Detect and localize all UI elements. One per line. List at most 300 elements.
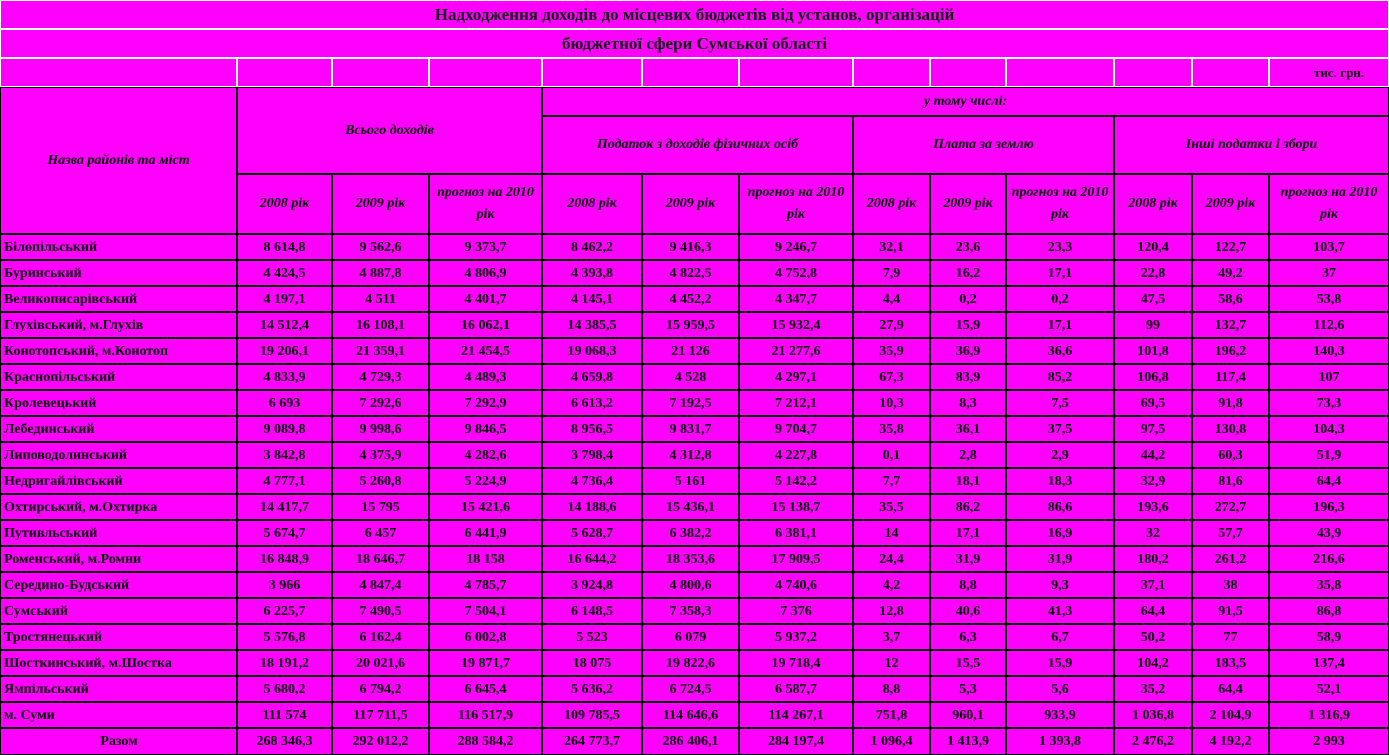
value-cell: 4 393,8: [542, 260, 642, 286]
row-name-cell: Охтирський, м.Охтирка: [0, 494, 237, 520]
value-cell: 8 614,8: [237, 234, 332, 260]
value-cell: 4 736,4: [542, 468, 642, 494]
value-cell: 51,9: [1269, 442, 1389, 468]
value-cell: 35,2: [1114, 676, 1192, 702]
value-cell: 106,8: [1114, 364, 1192, 390]
value-cell: 35,5: [853, 494, 930, 520]
value-cell: 58,9: [1269, 624, 1389, 650]
value-cell: 216,6: [1269, 546, 1389, 572]
value-cell: 9,3: [1006, 572, 1114, 598]
value-cell: 751,8: [853, 702, 930, 728]
year-2009-header: 2009 рік: [1192, 174, 1269, 234]
value-cell: 37,5: [1006, 416, 1114, 442]
value-cell: 7,9: [853, 260, 930, 286]
value-cell: 23,3: [1006, 234, 1114, 260]
value-cell: 32,9: [1114, 468, 1192, 494]
value-cell: 86,6: [1006, 494, 1114, 520]
value-cell: 9 998,6: [332, 416, 429, 442]
value-cell: 268 346,3: [237, 728, 332, 755]
total-income-header: Всього доходів: [237, 87, 542, 174]
value-cell: 17,1: [1006, 312, 1114, 338]
row-name-cell: Сумський: [0, 598, 237, 624]
value-cell: 18 075: [542, 650, 642, 676]
value-cell: 117,4: [1192, 364, 1269, 390]
value-cell: 107: [1269, 364, 1389, 390]
value-cell: 4 806,9: [429, 260, 542, 286]
value-cell: 86,8: [1269, 598, 1389, 624]
value-cell: 116 517,9: [429, 702, 542, 728]
forecast-2010-header: прогноз на 2010 рік: [739, 174, 853, 234]
total-row: [0, 728, 1389, 755]
table-row: [0, 234, 1389, 260]
value-cell: 6 613,2: [542, 390, 642, 416]
value-cell: 1 036,8: [1114, 702, 1192, 728]
table-row: [0, 338, 1389, 364]
table-row: [0, 312, 1389, 338]
value-cell: 4,4: [853, 286, 930, 312]
value-cell: 9 704,7: [739, 416, 853, 442]
value-cell: 4 401,7: [429, 286, 542, 312]
value-cell: 4 777,1: [237, 468, 332, 494]
value-cell: 284 197,4: [739, 728, 853, 755]
value-cell: 6,7: [1006, 624, 1114, 650]
value-cell: 15 421,6: [429, 494, 542, 520]
value-cell: 9 562,6: [332, 234, 429, 260]
value-cell: 14 385,5: [542, 312, 642, 338]
value-cell: 288 584,2: [429, 728, 542, 755]
unit-label: тис. грн.: [1269, 58, 1389, 87]
value-cell: 81,6: [1192, 468, 1269, 494]
value-cell: 14: [853, 520, 930, 546]
value-cell: 264 773,7: [542, 728, 642, 755]
value-cell: 15 959,5: [642, 312, 739, 338]
value-cell: 27,9: [853, 312, 930, 338]
value-cell: 109 785,5: [542, 702, 642, 728]
value-cell: 286 406,1: [642, 728, 739, 755]
forecast-2010-header: прогноз на 2010 рік: [429, 174, 542, 234]
value-cell: 183,5: [1192, 650, 1269, 676]
value-cell: 6 079: [642, 624, 739, 650]
value-cell: 17 909,5: [739, 546, 853, 572]
value-cell: 111 574: [237, 702, 332, 728]
blank-cell: [332, 58, 429, 87]
value-cell: 5 523: [542, 624, 642, 650]
row-name-cell: м. Суми: [0, 702, 237, 728]
value-cell: 16 848,9: [237, 546, 332, 572]
value-cell: 91,8: [1192, 390, 1269, 416]
including-header: у тому числі:: [542, 87, 1389, 116]
value-cell: 137,4: [1269, 650, 1389, 676]
value-cell: 8,3: [930, 390, 1006, 416]
table-row: [0, 624, 1389, 650]
table-row: [0, 468, 1389, 494]
value-cell: 16 644,2: [542, 546, 642, 572]
value-cell: 4 887,8: [332, 260, 429, 286]
row-name-cell: Роменський, м.Ромни: [0, 546, 237, 572]
value-cell: 32: [1114, 520, 1192, 546]
value-cell: 12: [853, 650, 930, 676]
value-cell: 6 645,4: [429, 676, 542, 702]
value-cell: 38: [1192, 572, 1269, 598]
value-cell: 9 246,7: [739, 234, 853, 260]
value-cell: 5 680,2: [237, 676, 332, 702]
blank-cell: [0, 58, 237, 87]
value-cell: 4 752,8: [739, 260, 853, 286]
value-cell: 85,2: [1006, 364, 1114, 390]
value-cell: 6 162,4: [332, 624, 429, 650]
value-cell: 272,7: [1192, 494, 1269, 520]
value-cell: 64,4: [1114, 598, 1192, 624]
value-cell: 31,9: [1006, 546, 1114, 572]
value-cell: 47,5: [1114, 286, 1192, 312]
value-cell: 4 375,9: [332, 442, 429, 468]
year-2008-header: 2008 рік: [542, 174, 642, 234]
value-cell: 1 393,8: [1006, 728, 1114, 755]
value-cell: 4,2: [853, 572, 930, 598]
value-cell: 6 724,5: [642, 676, 739, 702]
value-cell: 6 441,9: [429, 520, 542, 546]
value-cell: 14 417,7: [237, 494, 332, 520]
title-line-1: Надходження доходів до місцевих бюджетів від установ, організацій: [0, 0, 1389, 29]
value-cell: 2 104,9: [1192, 702, 1269, 728]
value-cell: 19 822,6: [642, 650, 739, 676]
year-2009-header: 2009 рік: [332, 174, 429, 234]
value-cell: 933,9: [1006, 702, 1114, 728]
value-cell: 5 161: [642, 468, 739, 494]
value-cell: 23,6: [930, 234, 1006, 260]
value-cell: 3 924,8: [542, 572, 642, 598]
blank-cell: [237, 58, 332, 87]
value-cell: 140,3: [1269, 338, 1389, 364]
row-name-cell: Шосткинський, м.Шостка: [0, 650, 237, 676]
value-cell: 2,8: [930, 442, 1006, 468]
forecast-2010-header: прогноз на 2010 рік: [1006, 174, 1114, 234]
value-cell: 4 659,8: [542, 364, 642, 390]
row-name-cell: Лебединський: [0, 416, 237, 442]
table-row: [0, 416, 1389, 442]
personal-income-tax-header: Податок з доходів фізичних осіб: [542, 116, 853, 174]
value-cell: 114 646,6: [642, 702, 739, 728]
blank-cell: [542, 58, 642, 87]
value-cell: 7 212,1: [739, 390, 853, 416]
value-cell: 9 373,7: [429, 234, 542, 260]
value-cell: 7 490,5: [332, 598, 429, 624]
value-cell: 9 846,5: [429, 416, 542, 442]
value-cell: 67,3: [853, 364, 930, 390]
value-cell: 4 822,5: [642, 260, 739, 286]
value-cell: 4 312,8: [642, 442, 739, 468]
blank-cell: [1006, 58, 1114, 87]
value-cell: 6,3: [930, 624, 1006, 650]
value-cell: 21 126: [642, 338, 739, 364]
value-cell: 104,2: [1114, 650, 1192, 676]
value-cell: 4 528: [642, 364, 739, 390]
value-cell: 16 108,1: [332, 312, 429, 338]
value-cell: 32,1: [853, 234, 930, 260]
value-cell: 5 628,7: [542, 520, 642, 546]
value-cell: 60,3: [1192, 442, 1269, 468]
blank-cell: [739, 58, 853, 87]
value-cell: 6 225,7: [237, 598, 332, 624]
value-cell: 5 576,8: [237, 624, 332, 650]
value-cell: 3 842,8: [237, 442, 332, 468]
value-cell: 37: [1269, 260, 1389, 286]
value-cell: 36,9: [930, 338, 1006, 364]
value-cell: 77: [1192, 624, 1269, 650]
value-cell: 261,2: [1192, 546, 1269, 572]
value-cell: 1 413,9: [930, 728, 1006, 755]
value-cell: 132,7: [1192, 312, 1269, 338]
table-row: [0, 494, 1389, 520]
value-cell: 10,3: [853, 390, 930, 416]
value-cell: 44,2: [1114, 442, 1192, 468]
value-cell: 4 800,6: [642, 572, 739, 598]
value-cell: 4 424,5: [237, 260, 332, 286]
value-cell: 12,8: [853, 598, 930, 624]
value-cell: 6 148,5: [542, 598, 642, 624]
value-cell: 103,7: [1269, 234, 1389, 260]
row-name-cell: Краснопільський: [0, 364, 237, 390]
row-name-cell: Конотопський, м.Конотоп: [0, 338, 237, 364]
value-cell: 101,8: [1114, 338, 1192, 364]
value-cell: 35,8: [853, 416, 930, 442]
value-cell: 4 145,1: [542, 286, 642, 312]
table-row: [0, 390, 1389, 416]
value-cell: 7 292,6: [332, 390, 429, 416]
value-cell: 5 937,2: [739, 624, 853, 650]
value-cell: 1 316,9: [1269, 702, 1389, 728]
value-cell: 14 188,6: [542, 494, 642, 520]
table-row: [0, 650, 1389, 676]
value-cell: 50,2: [1114, 624, 1192, 650]
row-name-cell: Середино-Будський: [0, 572, 237, 598]
value-cell: 6 381,1: [739, 520, 853, 546]
value-cell: 9 831,7: [642, 416, 739, 442]
row-name-cell: Глухівський, м.Глухів: [0, 312, 237, 338]
value-cell: 6 457: [332, 520, 429, 546]
value-cell: 7,5: [1006, 390, 1114, 416]
value-cell: 8,8: [853, 676, 930, 702]
row-name-cell: Разом: [0, 728, 237, 755]
table-row: [0, 572, 1389, 598]
value-cell: 36,6: [1006, 338, 1114, 364]
value-cell: 36,1: [930, 416, 1006, 442]
value-cell: 7 292,9: [429, 390, 542, 416]
blank-cell: [429, 58, 542, 87]
value-cell: 4 833,9: [237, 364, 332, 390]
value-cell: 6 794,2: [332, 676, 429, 702]
value-cell: 196,2: [1192, 338, 1269, 364]
value-cell: 112,6: [1269, 312, 1389, 338]
value-cell: 20 021,6: [332, 650, 429, 676]
value-cell: 9 416,3: [642, 234, 739, 260]
value-cell: 5 224,9: [429, 468, 542, 494]
value-cell: 35,9: [853, 338, 930, 364]
title-line-2: бюджетної сфери Сумської області: [0, 29, 1389, 58]
value-cell: 99: [1114, 312, 1192, 338]
value-cell: 4 452,2: [642, 286, 739, 312]
value-cell: 86,2: [930, 494, 1006, 520]
value-cell: 2 476,2: [1114, 728, 1192, 755]
value-cell: 4 740,6: [739, 572, 853, 598]
land-fee-header: Плата за землю: [853, 116, 1114, 174]
value-cell: 18,3: [1006, 468, 1114, 494]
name-column-header: Назва районів та міст: [0, 87, 237, 234]
row-name-cell: Недригайлівський: [0, 468, 237, 494]
value-cell: 4 511: [332, 286, 429, 312]
value-cell: 7 192,5: [642, 390, 739, 416]
row-name-cell: Тростянецький: [0, 624, 237, 650]
table-row: [0, 260, 1389, 286]
value-cell: 15 795: [332, 494, 429, 520]
value-cell: 5,6: [1006, 676, 1114, 702]
value-cell: 4 297,1: [739, 364, 853, 390]
value-cell: 104,3: [1269, 416, 1389, 442]
value-cell: 64,4: [1269, 468, 1389, 494]
value-cell: 5 260,8: [332, 468, 429, 494]
value-cell: 24,4: [853, 546, 930, 572]
value-cell: 122,7: [1192, 234, 1269, 260]
value-cell: 5 674,7: [237, 520, 332, 546]
value-cell: 21 359,1: [332, 338, 429, 364]
value-cell: 97,5: [1114, 416, 1192, 442]
table-row: [0, 546, 1389, 572]
value-cell: 40,6: [930, 598, 1006, 624]
value-cell: 7 376: [739, 598, 853, 624]
value-cell: 6 587,7: [739, 676, 853, 702]
value-cell: 193,6: [1114, 494, 1192, 520]
table-row: [0, 702, 1389, 728]
value-cell: 8 462,2: [542, 234, 642, 260]
value-cell: 4 282,6: [429, 442, 542, 468]
value-cell: 19 068,3: [542, 338, 642, 364]
value-cell: 8,8: [930, 572, 1006, 598]
value-cell: 6 382,2: [642, 520, 739, 546]
value-cell: 4 192,2: [1192, 728, 1269, 755]
row-name-cell: Липоводолинський: [0, 442, 237, 468]
value-cell: 15 932,4: [739, 312, 853, 338]
year-2008-header: 2008 рік: [237, 174, 332, 234]
row-name-cell: Ямпільський: [0, 676, 237, 702]
value-cell: 7 504,1: [429, 598, 542, 624]
row-name-cell: Буринський: [0, 260, 237, 286]
blank-cell: [1114, 58, 1192, 87]
value-cell: 5 142,2: [739, 468, 853, 494]
value-cell: 4 197,1: [237, 286, 332, 312]
value-cell: 8 956,5: [542, 416, 642, 442]
value-cell: 22,8: [1114, 260, 1192, 286]
value-cell: 6 002,8: [429, 624, 542, 650]
value-cell: 35,8: [1269, 572, 1389, 598]
blank-cell: [853, 58, 930, 87]
value-cell: 52,1: [1269, 676, 1389, 702]
value-cell: 4 847,4: [332, 572, 429, 598]
value-cell: 15 436,1: [642, 494, 739, 520]
value-cell: 53,8: [1269, 286, 1389, 312]
value-cell: 0,2: [930, 286, 1006, 312]
value-cell: 57,7: [1192, 520, 1269, 546]
value-cell: 14 512,4: [237, 312, 332, 338]
value-cell: 73,3: [1269, 390, 1389, 416]
value-cell: 7,7: [853, 468, 930, 494]
value-cell: 16,9: [1006, 520, 1114, 546]
year-2009-header: 2009 рік: [930, 174, 1006, 234]
value-cell: 196,3: [1269, 494, 1389, 520]
value-cell: 15,5: [930, 650, 1006, 676]
value-cell: 64,4: [1192, 676, 1269, 702]
table-row: [0, 676, 1389, 702]
value-cell: 18 191,2: [237, 650, 332, 676]
value-cell: 130,8: [1192, 416, 1269, 442]
value-cell: 960,1: [930, 702, 1006, 728]
blank-cell: [1192, 58, 1269, 87]
value-cell: 69,5: [1114, 390, 1192, 416]
value-cell: 58,6: [1192, 286, 1269, 312]
value-cell: 5 636,2: [542, 676, 642, 702]
table-row: [0, 598, 1389, 624]
table-row: [0, 286, 1389, 312]
value-cell: 15,9: [930, 312, 1006, 338]
value-cell: 15 138,7: [739, 494, 853, 520]
value-cell: 7 358,3: [642, 598, 739, 624]
value-cell: 4 489,3: [429, 364, 542, 390]
year-2009-header: 2009 рік: [642, 174, 739, 234]
value-cell: 1 096,4: [853, 728, 930, 755]
value-cell: 18,1: [930, 468, 1006, 494]
value-cell: 2 993: [1269, 728, 1389, 755]
row-name-cell: Білопільський: [0, 234, 237, 260]
table-row: [0, 364, 1389, 390]
value-cell: 21 454,5: [429, 338, 542, 364]
value-cell: 18 158: [429, 546, 542, 572]
value-cell: 0,2: [1006, 286, 1114, 312]
value-cell: 31,9: [930, 546, 1006, 572]
value-cell: 6 693: [237, 390, 332, 416]
row-name-cell: Великописарівський: [0, 286, 237, 312]
value-cell: 15,9: [1006, 650, 1114, 676]
value-cell: 16,2: [930, 260, 1006, 286]
value-cell: 19 206,1: [237, 338, 332, 364]
blank-cell: [642, 58, 739, 87]
value-cell: 180,2: [1114, 546, 1192, 572]
row-name-cell: Кролевецький: [0, 390, 237, 416]
value-cell: 114 267,1: [739, 702, 853, 728]
value-cell: 117 711,5: [332, 702, 429, 728]
value-cell: 17,1: [1006, 260, 1114, 286]
value-cell: 17,1: [930, 520, 1006, 546]
forecast-2010-header: прогноз на 2010 рік: [1269, 174, 1389, 234]
value-cell: 120,4: [1114, 234, 1192, 260]
value-cell: 43,9: [1269, 520, 1389, 546]
value-cell: 9 089,8: [237, 416, 332, 442]
year-2008-header: 2008 рік: [1114, 174, 1192, 234]
value-cell: 21 277,6: [739, 338, 853, 364]
value-cell: 49,2: [1192, 260, 1269, 286]
value-cell: 4 347,7: [739, 286, 853, 312]
value-cell: 16 062,1: [429, 312, 542, 338]
value-cell: 19 871,7: [429, 650, 542, 676]
value-cell: 83,9: [930, 364, 1006, 390]
value-cell: 37,1: [1114, 572, 1192, 598]
value-cell: 91,5: [1192, 598, 1269, 624]
value-cell: 292 012,2: [332, 728, 429, 755]
value-cell: 18 646,7: [332, 546, 429, 572]
value-cell: 19 718,4: [739, 650, 853, 676]
value-cell: 18 353,6: [642, 546, 739, 572]
table-row: [0, 520, 1389, 546]
value-cell: 4 227,8: [739, 442, 853, 468]
table-row: [0, 442, 1389, 468]
